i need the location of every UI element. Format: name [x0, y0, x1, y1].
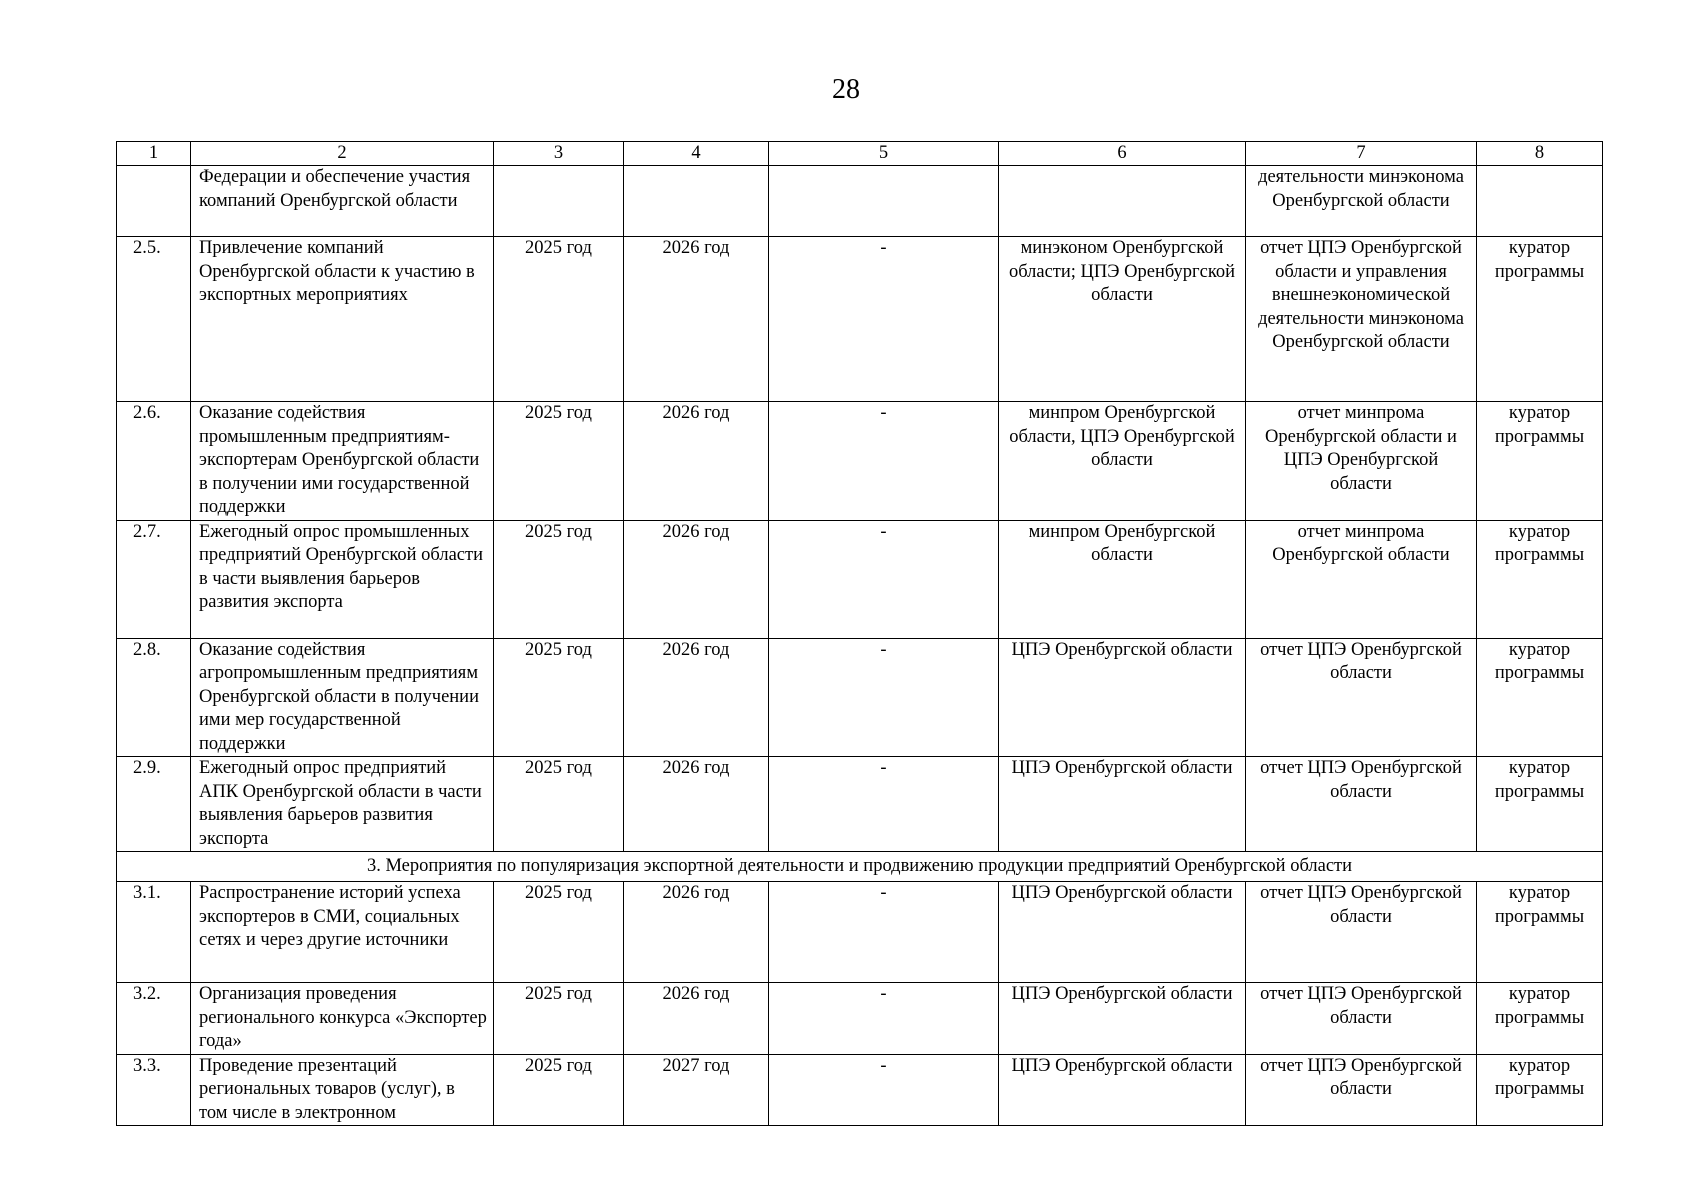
item-number: 3.1. [117, 882, 191, 983]
item-control: куратор программы [1477, 638, 1603, 757]
item-result: отчет ЦПЭ Оренбургской области и управления внешнеэкономической деятельности минэконома Оренбургской области [1246, 237, 1477, 402]
item-executor: минпром Оренбургской области [999, 520, 1246, 638]
table-row [117, 882, 1603, 983]
item-name: Оказание содействия промышленным предприятиям-экспортерам Оренбургской области в получении ими государственной поддержки [191, 402, 494, 521]
item-name: Федерации и обеспечение участия компаний Оренбургской области [191, 166, 494, 237]
section-title: 3. Мероприятия по популяризация экспортной деятельности и продвижению продукции предприятий Оренбургской области [117, 852, 1603, 882]
item-start: 2025 год [494, 520, 624, 638]
item-control: куратор программы [1477, 882, 1603, 983]
table-row [117, 237, 1603, 402]
column-number-row [117, 142, 1603, 166]
item-executor [999, 166, 1246, 237]
item-start: 2025 год [494, 638, 624, 757]
item-name: Организация проведения регионального конкурса «Экспортер года» [191, 983, 494, 1055]
item-executor: ЦПЭ Оренбургской области [999, 882, 1246, 983]
item-end: 2026 год [624, 983, 769, 1055]
table-row [117, 638, 1603, 757]
item-start: 2025 год [494, 402, 624, 521]
item-number: 2.9. [117, 757, 191, 852]
item-start: 2025 год [494, 237, 624, 402]
item-start: 2025 год [494, 757, 624, 852]
page-number: 28 [832, 74, 860, 105]
item-result: деятельности минэконома Оренбургской области [1246, 166, 1477, 237]
table-row [117, 520, 1603, 638]
item-end: 2026 год [624, 757, 769, 852]
item-end: 2026 год [624, 237, 769, 402]
item-name: Привлечение компаний Оренбургской области к участию в экспортных мероприятиях [191, 237, 494, 402]
item-col5 [769, 166, 999, 237]
item-end: 2026 год [624, 520, 769, 638]
item-end [624, 166, 769, 237]
item-start: 2025 год [494, 882, 624, 983]
item-name: Ежегодный опрос промышленных предприятий Оренбургской области в части выявления барьеров развития экспорта [191, 520, 494, 638]
table-row [117, 1054, 1603, 1126]
item-control: куратор программы [1477, 520, 1603, 638]
item-number: 2.8. [117, 638, 191, 757]
item-result: отчет ЦПЭ Оренбургской области [1246, 983, 1477, 1055]
item-executor: ЦПЭ Оренбургской области [999, 1054, 1246, 1126]
item-col5: - [769, 638, 999, 757]
table-row-continuation [117, 166, 1603, 237]
item-control [1477, 166, 1603, 237]
item-col5: - [769, 757, 999, 852]
column-number: 6 [999, 142, 1246, 166]
item-col5: - [769, 882, 999, 983]
item-end: 2026 год [624, 402, 769, 521]
item-start: 2025 год [494, 983, 624, 1055]
item-name: Ежегодный опрос предприятий АПК Оренбургской области в части выявления барьеров развития экспорта [191, 757, 494, 852]
column-number: 5 [769, 142, 999, 166]
item-result: отчет ЦПЭ Оренбургской области [1246, 1054, 1477, 1126]
item-result: отчет ЦПЭ Оренбургской области [1246, 638, 1477, 757]
table-row [117, 983, 1603, 1055]
item-executor: ЦПЭ Оренбургской области [999, 983, 1246, 1055]
table-row [117, 402, 1603, 521]
item-control: куратор программы [1477, 1054, 1603, 1126]
item-number: 2.6. [117, 402, 191, 521]
item-number [117, 166, 191, 237]
item-name: Распространение историй успеха экспортеров в СМИ, социальных сетях и через другие источники [191, 882, 494, 983]
item-col5: - [769, 237, 999, 402]
item-result: отчет ЦПЭ Оренбургской области [1246, 882, 1477, 983]
item-result: отчет минпрома Оренбургской области [1246, 520, 1477, 638]
item-name: Оказание содействия агропромышленным предприятиям Оренбургской области в получении ими мер государственной поддержки [191, 638, 494, 757]
item-executor: ЦПЭ Оренбургской области [999, 638, 1246, 757]
item-end: 2026 год [624, 882, 769, 983]
item-result: отчет минпрома Оренбургской области и ЦПЭ Оренбургской области [1246, 402, 1477, 521]
item-number: 2.7. [117, 520, 191, 638]
column-number: 1 [117, 142, 191, 166]
item-end: 2027 год [624, 1054, 769, 1126]
measures-table [116, 141, 1603, 1126]
item-control: куратор программы [1477, 983, 1603, 1055]
item-col5: - [769, 520, 999, 638]
section-header-row [117, 852, 1603, 882]
item-executor: минэконом Оренбургской области; ЦПЭ Оренбургской области [999, 237, 1246, 402]
column-number: 4 [624, 142, 769, 166]
item-number: 2.5. [117, 237, 191, 402]
item-start [494, 166, 624, 237]
item-executor: ЦПЭ Оренбургской области [999, 757, 1246, 852]
item-name: Проведение презентаций региональных товаров (услуг), в том числе в электронном [191, 1054, 494, 1126]
table-row [117, 757, 1603, 852]
item-col5: - [769, 983, 999, 1055]
item-control: куратор программы [1477, 402, 1603, 521]
item-col5: - [769, 1054, 999, 1126]
column-number: 8 [1477, 142, 1603, 166]
item-number: 3.3. [117, 1054, 191, 1126]
item-result: отчет ЦПЭ Оренбургской области [1246, 757, 1477, 852]
item-executor: минпром Оренбургской области, ЦПЭ Оренбургской области [999, 402, 1246, 521]
item-end: 2026 год [624, 638, 769, 757]
column-number: 7 [1246, 142, 1477, 166]
item-start: 2025 год [494, 1054, 624, 1126]
item-control: куратор программы [1477, 757, 1603, 852]
item-col5: - [769, 402, 999, 521]
item-number: 3.2. [117, 983, 191, 1055]
column-number: 2 [191, 142, 494, 166]
column-number: 3 [494, 142, 624, 166]
item-control: куратор программы [1477, 237, 1603, 402]
